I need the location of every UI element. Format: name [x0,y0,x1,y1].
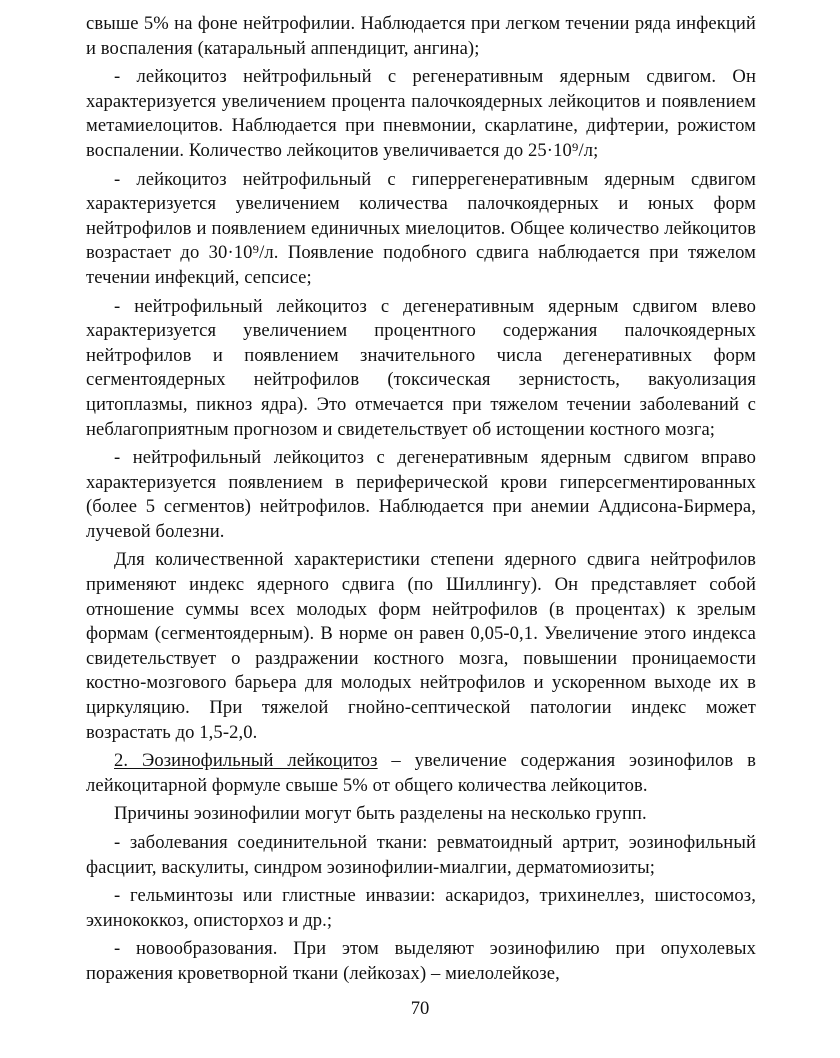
paragraph-neoplasms: - новообразования. При этом выделяют эозинофилию при опухолевых поражения кроветворной ткани (лейкозах) – миелолейкозе, [86,938,756,984]
paragraph-degenerative-left-shift: - нейтрофильный лейкоцитоз с дегенеративным ядерным сдвигом влево характеризуется увеличением процентного содержания палочкоядерных нейтрофилов и появлением значительного числа дегенеративных форм сегментоядерных нейтрофилов (токсическая зернистость, вакуолизация цитоплазмы, пикноз ядра). Это отмечается при тяжелом течении заболеваний с неблагоприятным прогнозом и свидетельствует об истощении костного мозга; [86,295,756,440]
paragraph-degenerative-right-shift: - нейтрофильный лейкоцитоз с дегенеративным ядерным сдвигом вправо характеризуется появлением в периферической крови гиперсегментированных (более 5 сегментов) нейтрофилов. Наблюдается при анемии Аддисона-Бирмера, лучевой болезни. [86,447,756,542]
paragraph-helminthiasis: - гельминтозы или глистные инвазии: аскаридоз, трихинеллез, шистосомоз, эхинококкоз, описторхоз и др.; [86,885,756,931]
page-body [86,12,756,991]
page-number: 70 [410,998,430,1019]
paragraph-hyperregenerative-shift: - лейкоцитоз нейтрофильный с гиперрегенеративным ядерным сдвигом характеризуется увеличением количества палочкоядерных и юных форм нейтрофилов и появлением единичных миелоцитов. Общее количество лейкоцитов возрастает до 30·10⁹/л. Появление подобного сдвига наблюдается при тяжелом течении инфекций, сепсисе; [86,168,756,288]
paragraph-shift-index: Для количественной характеристики степени ядерного сдвига нейтрофилов применяют индекс ядерного сдвига (по Шиллингу). Он представляет собой отношение суммы всех молодых форм нейтрофилов (в процентах) к зрелым формам (сегментоядерным). В норме он равен 0,05-0,1. Увеличение этого индекса свидетельствует о раздражении костного мозга, повышении проницаемости костно-мозгового барьера для молодых нейтрофилов и ускоренном выходе их в циркуляцию. При тяжелой гнойно-септической патологии индекс может возрастать до 1,5-2,0. [86,549,756,743]
eosinophilic-definition: – увеличение содержания эозинофилов в лейкоцитарной формуле свыше 5% от общего количества лейкоцитов. [86,750,757,796]
paragraph-connective-tissue: - заболевания соединительной ткани: ревматоидный артрит, эозинофильный фасциит, васкулиты, синдром эозинофилии-миалгии, дерматомиозиты; [86,832,756,878]
paragraph-eosinophilic [86,749,756,798]
paragraph-causes-intro: Причины эозинофилии могут быть разделены на несколько групп. [114,803,647,825]
paragraph-regenerative-shift: - лейкоцитоз нейтрофильный с регенеративным ядерным сдвигом. Он характеризуется увеличением процента палочкоядерных лейкоцитов и появлением метамиелоцитов. Наблюдается при пневмонии, скарлатине, дифтерии, рожистом воспалении. Количество лейкоцитов увеличивается до 25·10⁹/л; [86,66,756,161]
section-heading-eosinophilic: 2. Эозинофильный лейкоцитоз [114,750,378,772]
paragraph-continuation: свыше 5% на фоне нейтрофилии. Наблюдается при легком течении ряда инфекций и воспаления (катаральный аппендицит, ангина); [86,13,756,59]
